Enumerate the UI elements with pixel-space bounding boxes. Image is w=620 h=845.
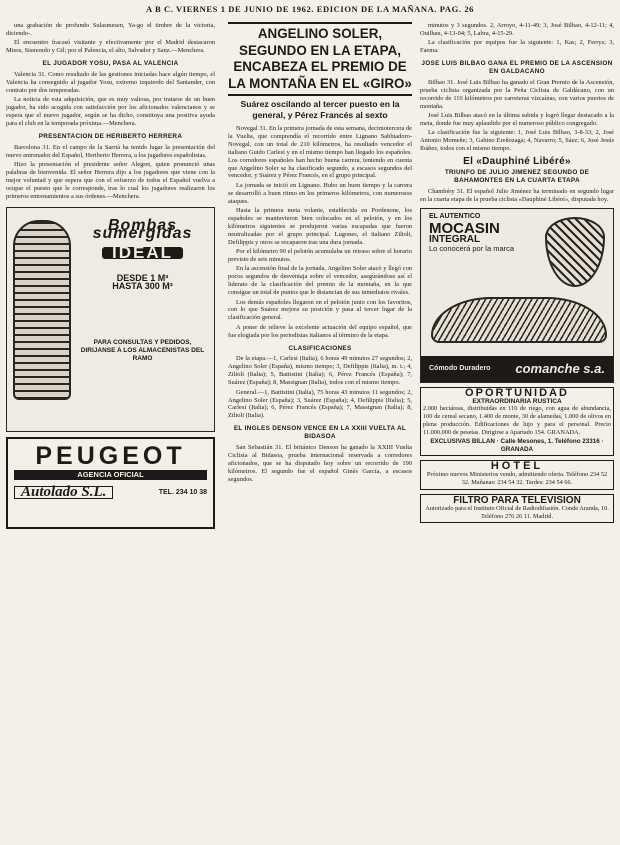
article-text: Bilbao 31. José Luis Bilbao ha ganado el Gran Premio de la Ascensión, prueba ciclista organizada por la Peña Ciclista de Galdácano, con un recorrido de 110 kilómetros por carreteras vizcaínas, con varios puertos de montaña. (420, 78, 614, 110)
shoe-illustration-icon (431, 297, 607, 343)
section-heading: El «Dauphiné Libéré» (463, 156, 571, 168)
main-headline: ANGELINO SOLER, SEGUNDO EN LA ETAPA, ENCABEZA EL PREMIO DE LA MONTAÑA EN EL «GIRO» (228, 22, 412, 96)
ad-footer-claim: Cómodo Duradero (429, 364, 491, 372)
article-text: En la ascensión final de la jornada, Angelino Soler atacó y llegó con pocos segundos de desventaja sobre el vencedor, asegurándose así el liderato de la clasificación del premio de la montaña, en la que consigue un total de puntos que le distancian de sus inmediatos rivales. (228, 265, 412, 297)
headline-deck: Suárez oscilando al tercer puesto en la general, y Pérez Francés al sexto (240, 99, 400, 120)
page-header: A B C. VIERNES 1 DE JUNIO DE 1962. EDICION DE LA MAÑANA. PAG. 26 (145, 4, 475, 14)
ad-kicker: EL AUTENTICO (429, 212, 481, 220)
article-text: Novegal 31. En la primera jornada de esta semana, decimotercera de la Vuelta, que comprendía el recorrido entre Lignano Sabbiadoro-Novegal, con un total de 210 kilómetros, ha resultado vencedor el italiano Guido Carlesi y en el mismo tiempo han llegado los españoles. Los corredores españoles han hecho buena carrera, teniendo en cuenta que Angelino Soler se ha clasificado segundo, a escasos segundos del vencedor, y Suárez y Pérez Francés, en el grupo principal. (228, 125, 412, 180)
article-text: San Sebastián 31. El británico Denson ha ganado la XXIII Vuelta Ciclista al Bidasoa, prueba internacional reservada a corredores aficionados, que se ha disputado hoy sobre un recorrido de 190 kilómetros. El segundo fue el español Ginés García, a escasos segundos. (228, 444, 412, 483)
dealer-logo: Autolado S.L. (14, 486, 113, 500)
ad-title: Bombas sumergidas (92, 216, 193, 242)
article-text: De la etapa.—1, Carlesi (Italia), 6 horas 49 minutos 27 segundos; 2, Angelino Soler (España), mismo tiempo; 3, Defilippis (Italia), m. t.; 4, Zilioli (Italia); 5, Battistini (Italia); 6, Pérez Francés (España); 7, Suárez (España); 8, Massignan (Italia), todos con el mismo tiempo. (228, 355, 412, 387)
pump-illustration-icon (13, 220, 71, 400)
classified-oportunidad (420, 387, 614, 457)
advertisement-mocasin (420, 208, 614, 383)
column-left (6, 22, 215, 842)
article-text: José Luis Bilbao atacó en la última subida y logró llegar destacado a la meta, donde fue muy aplaudido por el numeroso público congregado. (420, 112, 614, 127)
section-heading: EL JUGADOR YOSU, PASA AL VALENCIA (42, 60, 179, 68)
section-heading: EL INGLES DENSON VENCE EN LA XXIII VUELTA AL BIDASOA (233, 425, 407, 441)
ad-range-from: DESDE 1 M³ (116, 273, 169, 284)
column-right (420, 22, 614, 842)
article-text: Barcelona 31. En el campo de la Sarrià ha tenido lugar la presentación del nuevo entrenador del Español, Heriberto Herrera, a los jugadores españolistas. (6, 143, 215, 159)
article-text: La clasificación fue la siguiente: 1, José Luis Bilbao, 3-8-33; 2, José Antonio Momeñe; 3, Gabino Ereñozaga; 4, Navarro; 5, Sáez; 6, José Jesús Ibáñez, todos con el mismo tiempo. (420, 129, 614, 153)
peugeot-subtitle: AGENCIA OFICIAL (14, 470, 207, 480)
ad-range-to: HASTA 300 M³ (112, 281, 173, 292)
classified-footer: EXCLUSIVAS BILLAN · Calle Mesones, 1. Teléfono 23316 · GRANADA (430, 437, 604, 453)
advertisement-peugeot (6, 437, 215, 529)
classified-filtro (420, 494, 614, 524)
article-text: La noticia de esta adquisición, que es muy valiosa, por tratarse de un buen jugador, ha sido acogida con satisfacción por los aficionados valencianos y se espera que el nuevo jugador, según se ha dicho, constituya una positiva ayuda para el club en la temporada próxima.—Menchera. (6, 96, 215, 127)
article-text: Valencia 31. Como resultado de las gestiones iniciadas hace algún tiempo, el Valencia ha conseguido al jugador Yosu, extremo izquierdo del Santander, con contrato por dos temporadas. (6, 71, 215, 94)
ad-subtitle: INTEGRAL (429, 233, 481, 245)
ad-brand: comanche s.a. (515, 360, 605, 376)
article-text: Hasta la primera meta volante, establecida en Pordenone, los españoles se mantuvieron bien colocados en el pelotón, y en los kilómetros siguientes se produjeron varias escapadas que fueron neutralizadas por el grupo principal. Lugones, el italiano Zilioli, Defilippis y otros se escaparon tras una dura jornada. (228, 207, 412, 246)
section-subheading: TRIUNFO DE JULIO JIMENEZ SEGUNDO DE BAHAMONTES EN LA CUARTA ETAPA (444, 169, 590, 184)
article-text: Chambéry 31. El español Julio Jiménez ha terminado en segundo lugar en la cuarta etapa de la prueba ciclista «Dauphiné Libéré», disputada hoy. (420, 187, 614, 203)
classified-body: Próximo nuevos Ministerios vendo, admitiendo oferta. Teléfono 234 52 32. Mañanas: 234 54 32. Tardes: 234 54 66. (426, 471, 608, 487)
classified-body: 2.000 hectáreas, distribuidas en 110 de riego, con agua de abundancia, 100 de cereal secano, 1.400 de monte, 30 de alamedas, 1.000 de olivos en plena producción. Edificaciones de lujo y para el personal. Precio 11.000.000 de pesetas. Dirigirse a Apartado 154. GRANADA. (423, 405, 611, 436)
article-text: minutos y 3 segundos. 2, Arroyo, 4-11-49; 3, José Bilbao, 4-12-11; 4, Ouilhau, 4-13-04; 5, Labra, 4-15-29. (420, 22, 614, 37)
article-text: La clasificación por equipos fue la siguiente: 1, Kas; 2, Ferrys; 3, Faema. (420, 39, 614, 55)
classified-title: FILTRO PARA TELEVISION (453, 494, 581, 506)
article-text: El encuentro fracasó visitante y efectivamente por el Madrid destacaron Miera, Sismondo y Gil; por el Palencia, el alto, Salvador y Sanz.—Menchera. (6, 39, 215, 55)
article-text: Hizo la presentación el presidente señor Alegret, quien pronunció unas palabras de bienvenida. El señor Herrera dijo a los jugadores que viene con la mejor voluntad y que espera que con el esfuerzo de todos el Español vuelva a ocupar el puesto que le corresponde, tras lo cual los jugadores realizaron los primeros entrenamientos a sus órdenes.—Menchera. (6, 161, 215, 200)
section-heading: PRESENTACION DE HERIBERTO HERRERA (38, 132, 183, 140)
peugeot-logo: PEUGEOT (35, 441, 186, 470)
article-text: La jornada se inició en Lignano. Hubo un buen tiempo y la carrera se desarrolló a buen ritmo en los primeros kilómetros, con numerosos ataques. (228, 181, 412, 205)
classified-subtitle: EXTRAORDINARIA RUSTICA (472, 397, 562, 405)
classified-title: OPORTUNIDAD (465, 386, 569, 399)
dealer-phone: TEL. 234 10 38 (158, 488, 207, 496)
column-center (228, 22, 412, 842)
article-text: Por el kilómetro 90 el pelotón acumulaba un retraso sobre el horario previsto de seis minutos. (228, 248, 412, 263)
classified-body: Autorizado para el Instituto Oficial de Radiodifusión. Conde Aranda, 10. Teléfono 276 26 11. Madrid. (425, 504, 609, 520)
ad-tagline: Lo conocerá por la marca (429, 244, 515, 254)
article-text: General.—1, Battistini (Italia), 75 horas 43 minutos 11 segundos; 2, Angelino Soler (España); 3, Suárez (España); 4, Defilippis (Italia); 5, Carlesi (Italia); 6, Pérez Francés (España); 7, Massignan (Italia); 8, Zilioli (Italia). (228, 388, 412, 420)
ad-footer: PARA CONSULTAS Y PEDIDOS, DIRIJANSE A LOS ALMACENISTAS DEL RAMO (80, 339, 205, 363)
classified-hotel (420, 460, 614, 490)
classified-title: HOTEL (490, 460, 544, 473)
ad-title: MOCASIN (429, 219, 500, 237)
advertisement-ideal-pumps (6, 207, 215, 432)
article-text: Los demás españoles llegaron en el pelotón junto con los favoritos, con lo que Suárez mejora su posición y pasa al tercer lugar de la clasificación general. (228, 298, 412, 322)
article-text: una grabación de profundo Sulasmesen, Ya-go el timbre de la victoria, diciendo-. (6, 22, 215, 37)
article-text: A poner de relieve la excelente actuación del equipo español, que fue elogiada por los periodistas italianos al término de la etapa. (228, 323, 412, 339)
brand-shield-icon (545, 217, 605, 287)
section-heading: CLASIFICACIONES (288, 344, 352, 352)
section-heading: JOSE LUIS BILBAO GANA EL PREMIO DE LA ASCENSION EN GALDACANO (421, 60, 613, 76)
ad-brand: IDEAL (102, 247, 183, 259)
